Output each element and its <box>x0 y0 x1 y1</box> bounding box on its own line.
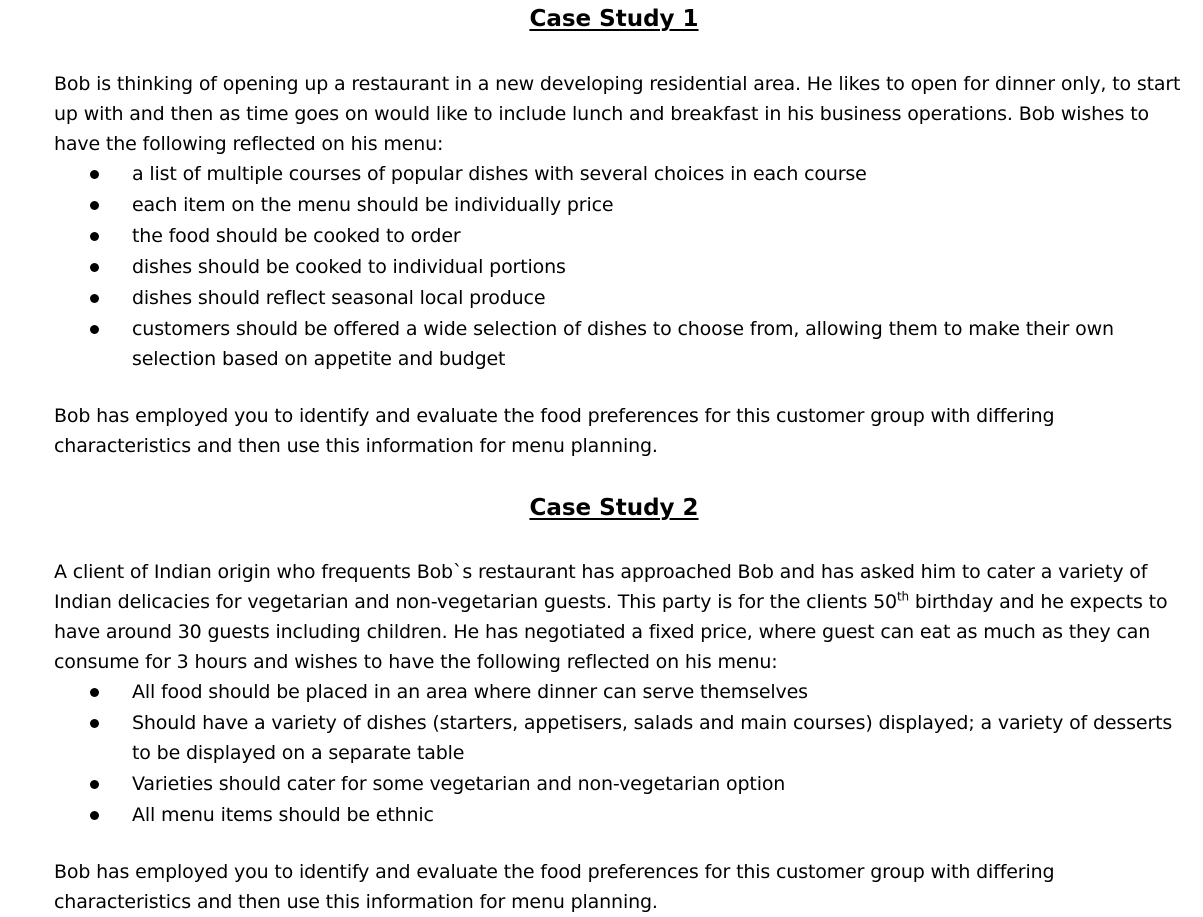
bullet-icon <box>90 263 99 272</box>
bullet-icon <box>90 232 99 241</box>
case-study-1-requirements-list <box>54 159 1184 375</box>
ordinal-superscript: th <box>896 589 909 604</box>
list-item: dishes should be cooked to individual portions <box>54 252 1184 282</box>
list-item: Varieties should cater for some vegetarian and non-vegetarian option <box>54 769 1184 799</box>
case-study-2-intro: A client of Indian origin who frequents Bob`s restaurant has approached Bob and has asked him to cater a variety of Indian delicacies for vegetarian and non-vegetarian guests. This party is for the clients 50th birthday and he expects to have around 30 guests including children. He has negotiated a fixed price, where guest can eat as much as they can consume for 3 hours and wishes to have the following reflected on his menu: <box>54 561 1168 673</box>
case-study-2-title: Case Study 2 <box>529 495 699 521</box>
list-item: All menu items should be ethnic <box>54 800 1184 830</box>
bullet-icon <box>90 811 99 820</box>
list-item: All food should be placed in an area where dinner can serve themselves <box>54 677 1184 707</box>
list-item: dishes should reflect seasonal local produce <box>54 283 1184 313</box>
list-item: Should have a variety of dishes (starters, appetisers, salads and main courses) displayed; a variety of desserts to be displayed on a separate table <box>54 708 1184 768</box>
bullet-icon <box>90 688 99 697</box>
bullet-icon <box>90 294 99 303</box>
case-study-1-closing: Bob has employed you to identify and evaluate the food preferences for this customer group with differing characteristics and then use this information for menu planning. <box>54 405 1055 457</box>
case-study-1-intro: Bob is thinking of opening up a restaurant in a new developing residential area. He likes to open for dinner only, to start up with and then as time goes on would like to include lunch and breakfast in his business operations. Bob wishes to have the following reflected on his menu: <box>54 73 1181 155</box>
list-item: the food should be cooked to order <box>54 221 1184 251</box>
bullet-icon <box>90 201 99 210</box>
list-item: customers should be offered a wide selection of dishes to choose from, allowing them to make their own selection based on appetite and budget <box>54 314 1184 374</box>
list-item: a list of multiple courses of popular dishes with several choices in each course <box>54 159 1184 189</box>
bullet-icon <box>90 719 99 728</box>
bullet-icon <box>90 325 99 334</box>
bullet-icon <box>90 780 99 789</box>
case-study-2-requirements-list <box>54 677 1184 831</box>
list-item: each item on the menu should be individually price <box>54 190 1184 220</box>
bullet-icon <box>90 170 99 179</box>
case-study-2-closing: Bob has employed you to identify and evaluate the food preferences for this customer group with differing characteristics and then use this information for menu planning. <box>54 861 1055 913</box>
case-study-1-title: Case Study 1 <box>529 6 699 32</box>
